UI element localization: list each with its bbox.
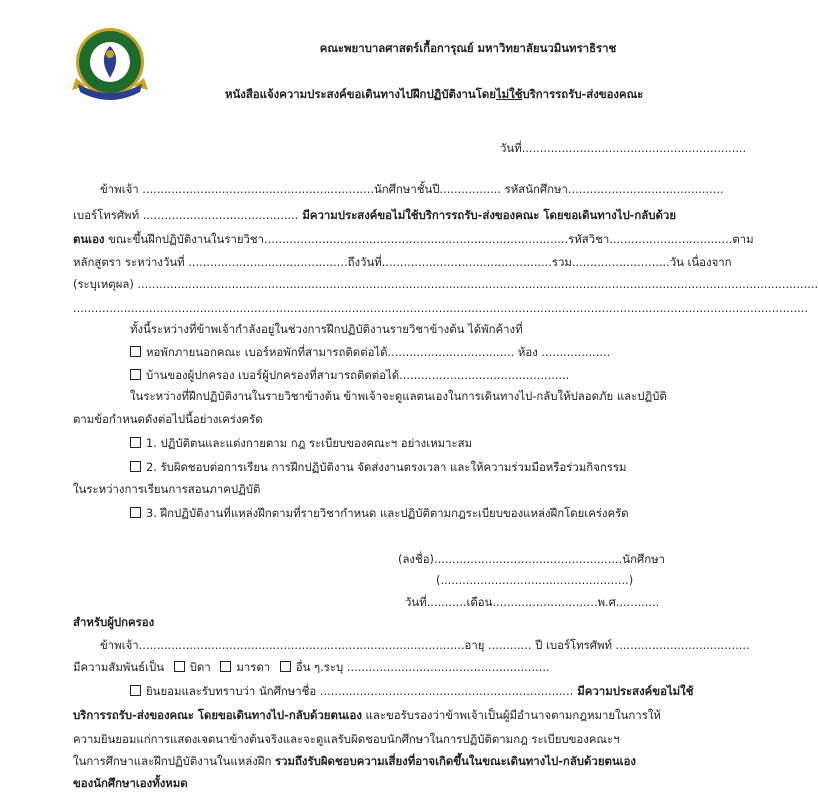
guardian-line-4: บริการรถรับ-ส่งของคณะ โดยขอเดินทางไป-กลับด้วยตนเอง และขอรับรองว่าข้าพเจ้าเป็นผู้มีอำนาจตามกฎหมายในการให้	[73, 708, 661, 722]
line-reason[interactable]: (ระบุเหตุผล) ............................................................................................................................................................................................	[73, 277, 818, 291]
faculty-name: คณะพยาบาลศาสตร์เกื้อการุณย์ มหาวิทยาลัยนวมินทราธิราช	[319, 41, 617, 55]
checkbox-mother[interactable]	[220, 661, 231, 672]
guardian-heading: สำหรับผู้ปกครอง	[73, 615, 155, 629]
stay-intro: ทั้งนี้ระหว่างที่ข้าพเจ้ากำลังอยู่ในช่วงการฝึกปฏิบัติงานรายวิชาข้างต้น ได้พักค้างที่	[130, 322, 523, 336]
option-dorm[interactable]: หอพักภายนอกคณะ เบอร์หอพักที่สามารถติดต่อได้................................... ห้อง ...................	[130, 344, 610, 362]
guardian-line-5: ความยินยอมแก่การแสดงเจตนาข้างต้นจริงและจะดูแลรับผิดชอบนักศึกษาในการปฏิบัติตามกฎ ระเบียบของคณะฯ	[73, 732, 620, 746]
checkbox[interactable]	[130, 437, 141, 448]
rule-1[interactable]: 1. ปฏิบัติตนและแต่งกายตาม กฎ ระเบียบของคณะฯ อย่างเหมาะสม	[130, 435, 472, 453]
guardian-relation[interactable]: มีความสัมพันธ์เป็น บิดา มารดา อื่น ๆ.ระบุ ........................................................	[73, 660, 550, 674]
checkbox[interactable]	[130, 461, 141, 472]
faculty-logo	[70, 24, 150, 104]
line-period[interactable]: หลักสูตรา ระหว่างวันที่ ............................................ถึงวันที่...............................................รวม...........................วัน เนื่องจาก	[73, 255, 732, 269]
line-phone[interactable]: เบอร์โทรศัพท์ ........................................... มีความประสงค์ขอไม่ใช้บริการรถรับ-ส่งของคณะ โดยขอเดินทางไป-กลับด้วย	[73, 208, 676, 222]
checkbox-other[interactable]	[280, 661, 291, 672]
student-signature[interactable]: (ลงชื่อ)....................................................นักศึกษา	[398, 552, 665, 566]
rule-3[interactable]: 3. ฝึกปฏิบัติงานที่แหล่งฝึกตามที่รายวิชากำหนด และปฏิบัติตามกฎระเบียบของแหล่งฝึกโดยเคร่งครัด	[130, 505, 629, 523]
signature-date[interactable]: วันที่...........เดือน.............................พ.ศ............	[405, 595, 660, 609]
rules-intro: ในระหว่างที่ฝึกปฏิบัติงานในรายวิชาข้างต้น ข้าพเจ้าจะดูแลตนเองในการเดินทางไป-กลับให้ปลอดภัย และปฏิบัติ	[130, 389, 667, 403]
checkbox[interactable]	[130, 369, 141, 380]
date-field[interactable]: วันที่..............................................................	[500, 141, 747, 155]
checkbox[interactable]	[130, 507, 141, 518]
guardian-consent[interactable]: ยินยอมและรับทราบว่า นักศึกษาชื่อ ...................................................................... มีความประสงค์ขอไม่ใช้	[130, 683, 676, 701]
option-home[interactable]: บ้านของผู้ปกครอง เบอร์ผู้ปกครองที่สามารถติดต่อได้...............................................	[130, 367, 569, 385]
rule-2-cont: ในระหว่างการเรียนการสอนภาคปฏิบัติ	[73, 482, 261, 496]
guardian-line-7: ของนักศึกษาเองทั้งหมด	[73, 776, 188, 790]
checkbox[interactable]	[130, 346, 141, 357]
line-reason-cont[interactable]: ...........................................................................................................................................................................................................	[73, 301, 809, 315]
checkbox[interactable]	[130, 685, 141, 696]
student-name-bracket[interactable]: (....................................................)	[436, 573, 634, 587]
line-student-name[interactable]: ข้าพเจ้า ................................................................นักศึกษาชั้นปี................. รหัสนักศึกษา...........................................	[100, 182, 724, 196]
line-course[interactable]: ตนเอง ขณะขึ้นฝึกปฏิบัติงานในรายวิชา....................................................................................รหัสวิชา..................................ตาม	[73, 232, 754, 246]
rules-intro-cont: ตามข้อกำหนดดังต่อไปนี้อย่างเคร่งครัด	[73, 412, 263, 426]
form-title: หนังสือแจ้งความประสงค์ขอเดินทางไปฝึกปฏิบัติงานโดยไม่ใช้บริการรถรับ-ส่งของคณะ	[225, 87, 644, 101]
guardian-line-6: ในการศึกษาและฝึกปฏิบัติงานในแหล่งฝึก รวมถึงรับผิดชอบความเสี่ยงที่อาจเกิดขึ้นในขณะเดินทางไป-กลับด้วยตนเอง	[73, 754, 636, 768]
guardian-line-name[interactable]: ข้าพเจ้า..........................................................................................อายุ ............ ปี เบอร์โทรศัพท์ .....................................	[100, 638, 750, 652]
checkbox-father[interactable]	[174, 661, 185, 672]
rule-2[interactable]: 2. รับผิดชอบต่อการเรียน การฝึกปฏิบัติงาน จัดส่งงานตรงเวลา และให้ความร่วมมือหรือร่วมกิจกรรม	[130, 459, 627, 477]
